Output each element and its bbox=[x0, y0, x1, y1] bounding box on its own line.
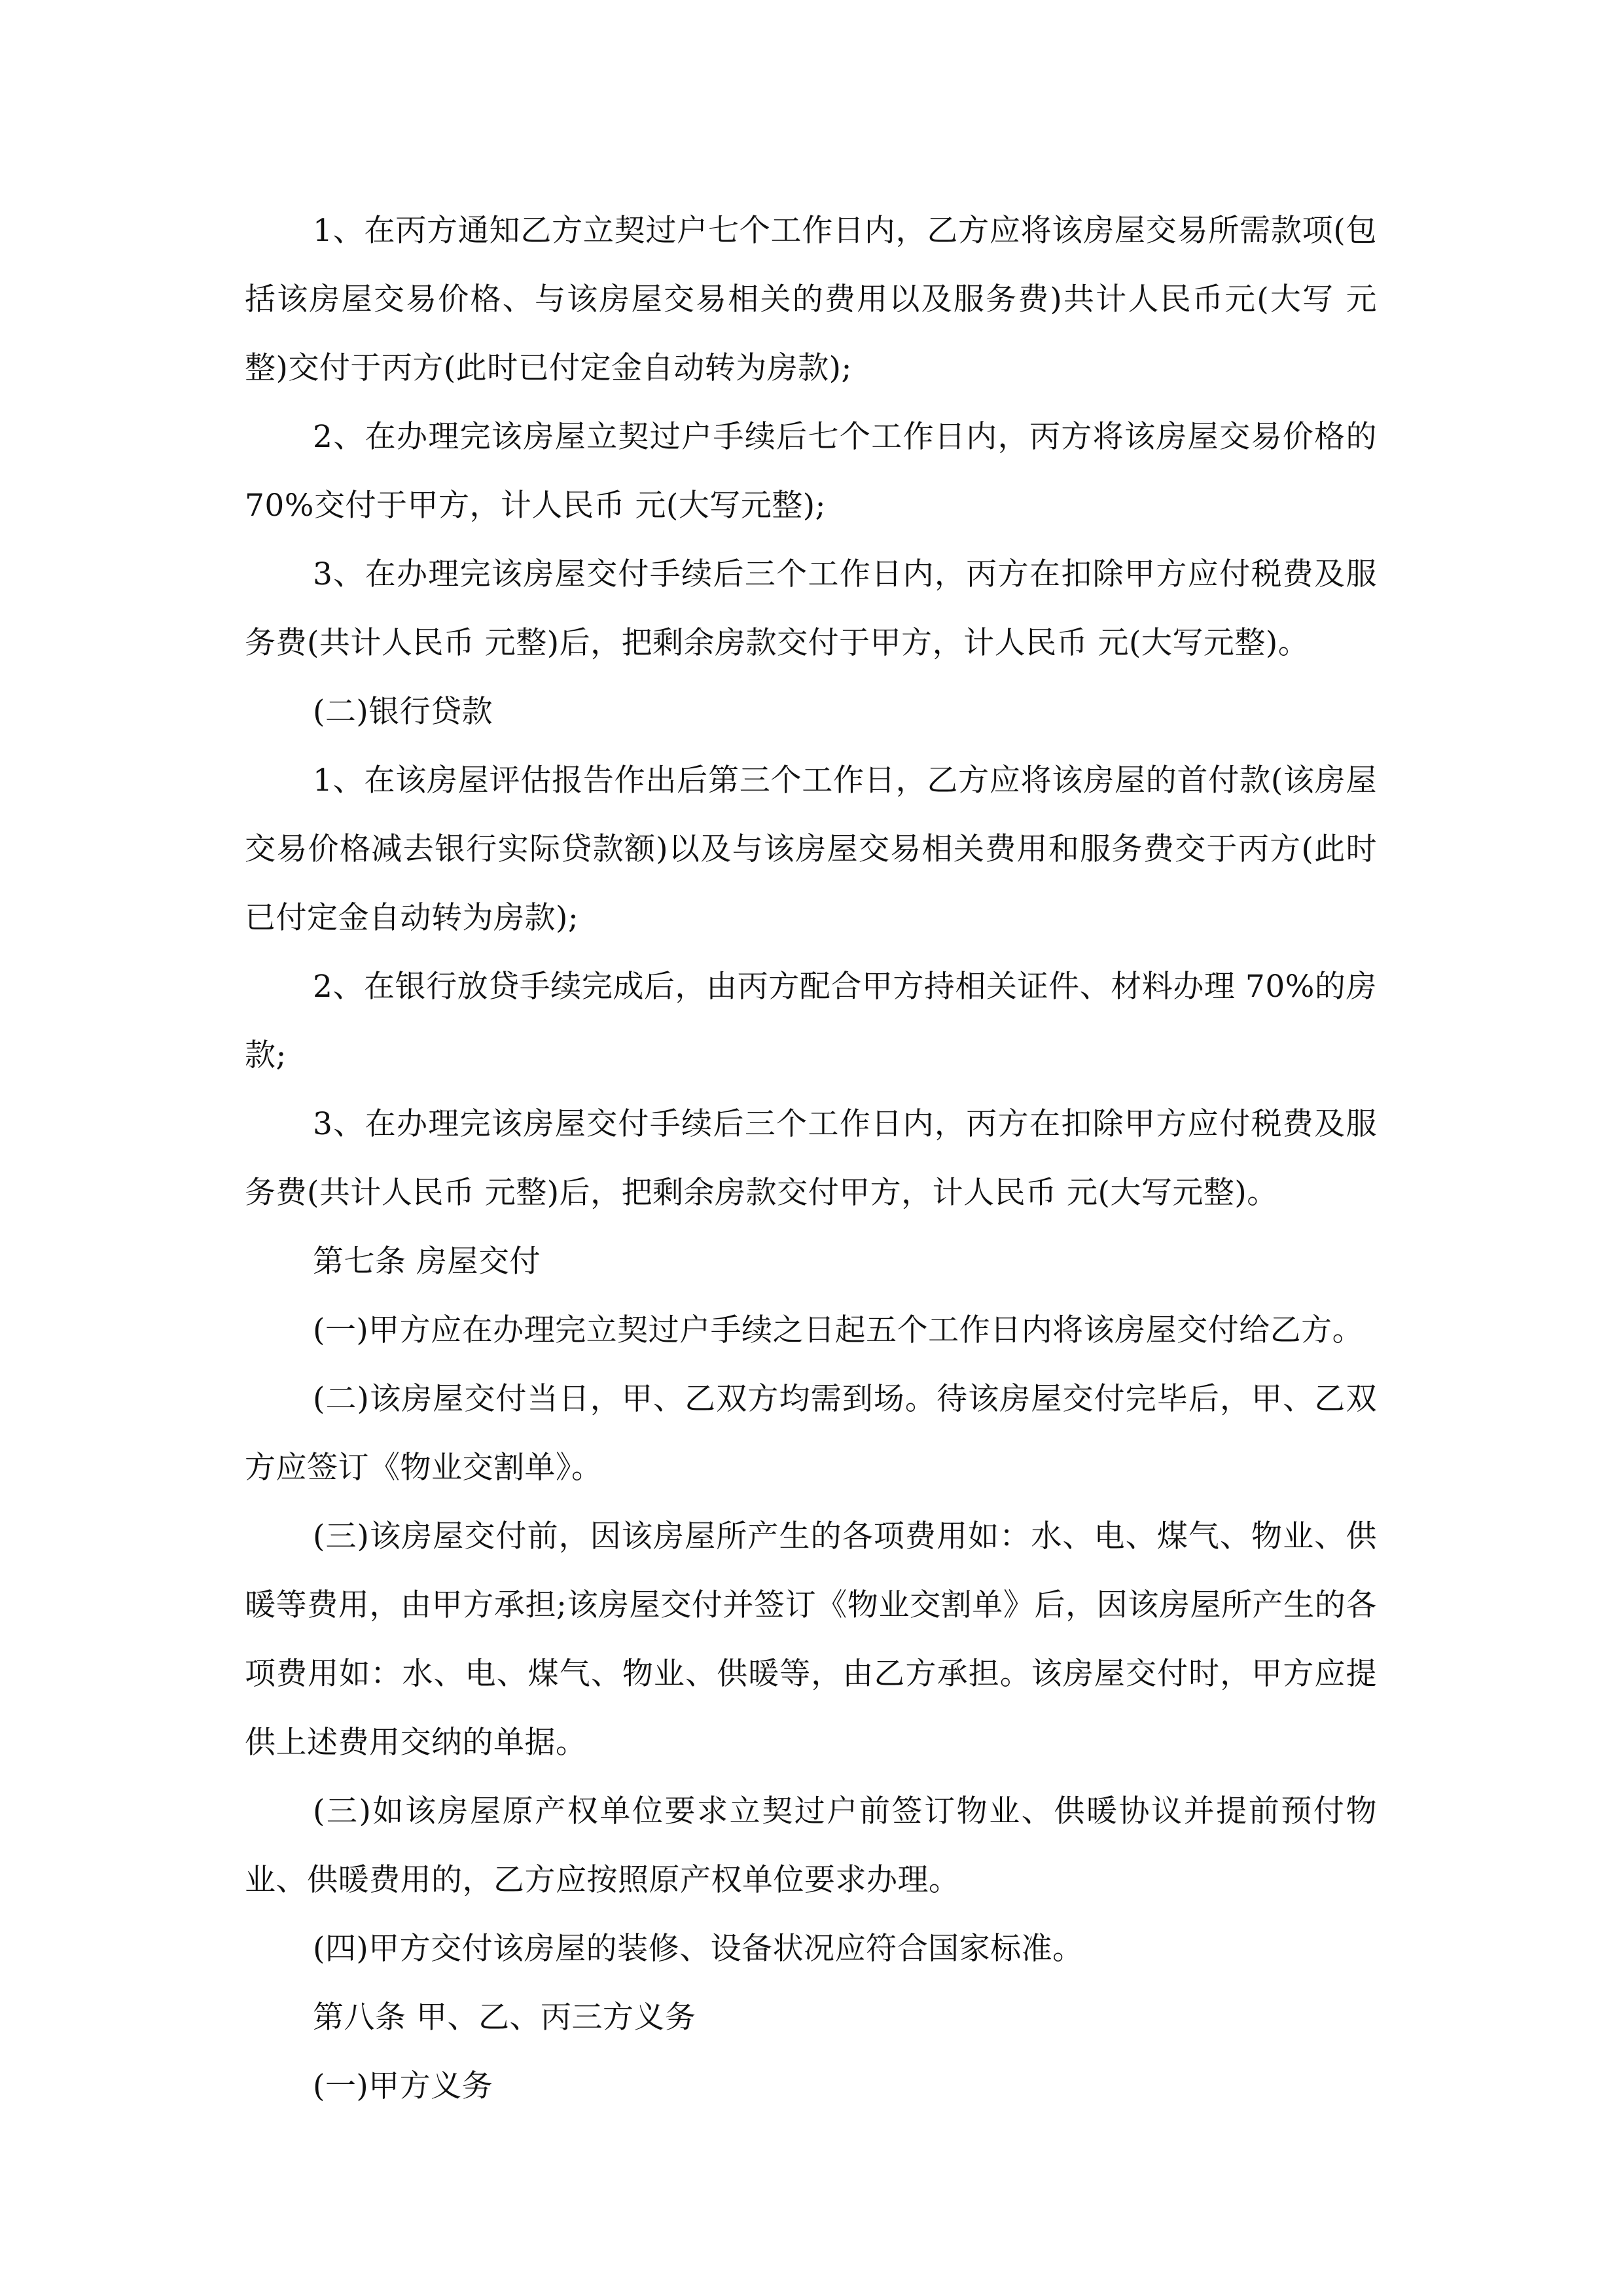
heading-article-7: 第七条 房屋交付 bbox=[313, 1244, 541, 1280]
heading-bank-loan: (二)银行贷款 bbox=[313, 694, 493, 730]
paragraph-payment-3: 3、在办理完该房屋交付手续后三个工作日内，丙方在扣除甲方应付税费及服务费(共计人民币 元整)后，把剩余房款交付于甲方，计人民币 元(大写元整)。 bbox=[245, 556, 1377, 661]
paragraph-payment-1: 1、在丙方通知乙方立契过户七个工作日内，乙方应将该房屋交易所需款项(包括该房屋交易价格、与该房屋交易相关的费用以及服务费)共计人民币元(大写 元整)交付于丙方(此时已付定金自动转为房款); bbox=[245, 213, 1377, 386]
heading-article-8: 第八条 甲、乙、丙三方义务 bbox=[313, 2000, 696, 2036]
paragraph-delivery-5: (四)甲方交付该房屋的装修、设备状况应符合国家标准。 bbox=[313, 1931, 1084, 1967]
paragraph-payment-2: 2、在办理完该房屋立契过户手续后七个工作日内，丙方将该房屋交易价格的 70%交付于甲方，计人民币 元(大写元整); bbox=[245, 419, 1377, 524]
paragraph-loan-1: 1、在该房屋评估报告作出后第三个工作日，乙方应将该房屋的首付款(该房屋交易价格减去银行实际贷款额)以及与该房屋交易相关费用和服务费交于丙方(此时已付定金自动转为房款); bbox=[245, 762, 1377, 936]
paragraph-loan-3: 3、在办理完该房屋交付手续后三个工作日内，丙方在扣除甲方应付税费及服务费(共计人民币 元整)后，把剩余房款交付甲方，计人民币 元(大写元整)。 bbox=[245, 1106, 1377, 1211]
heading-party-a-duties: (一)甲方义务 bbox=[313, 2068, 493, 2104]
paragraph-delivery-1: (一)甲方应在办理完立契过户手续之日起五个工作日内将该房屋交付给乙方。 bbox=[313, 1312, 1364, 1348]
paragraph-delivery-2: (二)该房屋交付当日，甲、乙双方均需到场。待该房屋交付完毕后，甲、乙双方应签订《物业交割单》。 bbox=[245, 1381, 1377, 1486]
paragraph-loan-2: 2、在银行放贷手续完成后，由丙方配合甲方持相关证件、材料办理 70%的房款; bbox=[245, 969, 1377, 1073]
paragraph-delivery-3: (三)该房屋交付前，因该房屋所产生的各项费用如：水、电、煤气、物业、供暖等费用，由甲方承担;该房屋交付并签订《物业交割单》后，因该房屋所产生的各项费用如：水、电、煤气、物业、供暖等，由乙方承担。该房屋交付时，甲方应提供上述费用交纳的单据。 bbox=[245, 1518, 1377, 1761]
document-page bbox=[245, 196, 1377, 2121]
paragraph-delivery-4: (三)如该房屋原产权单位要求立契过户前签订物业、供暖协议并提前预付物业、供暖费用的，乙方应按照原产权单位要求办理。 bbox=[245, 1793, 1377, 1898]
